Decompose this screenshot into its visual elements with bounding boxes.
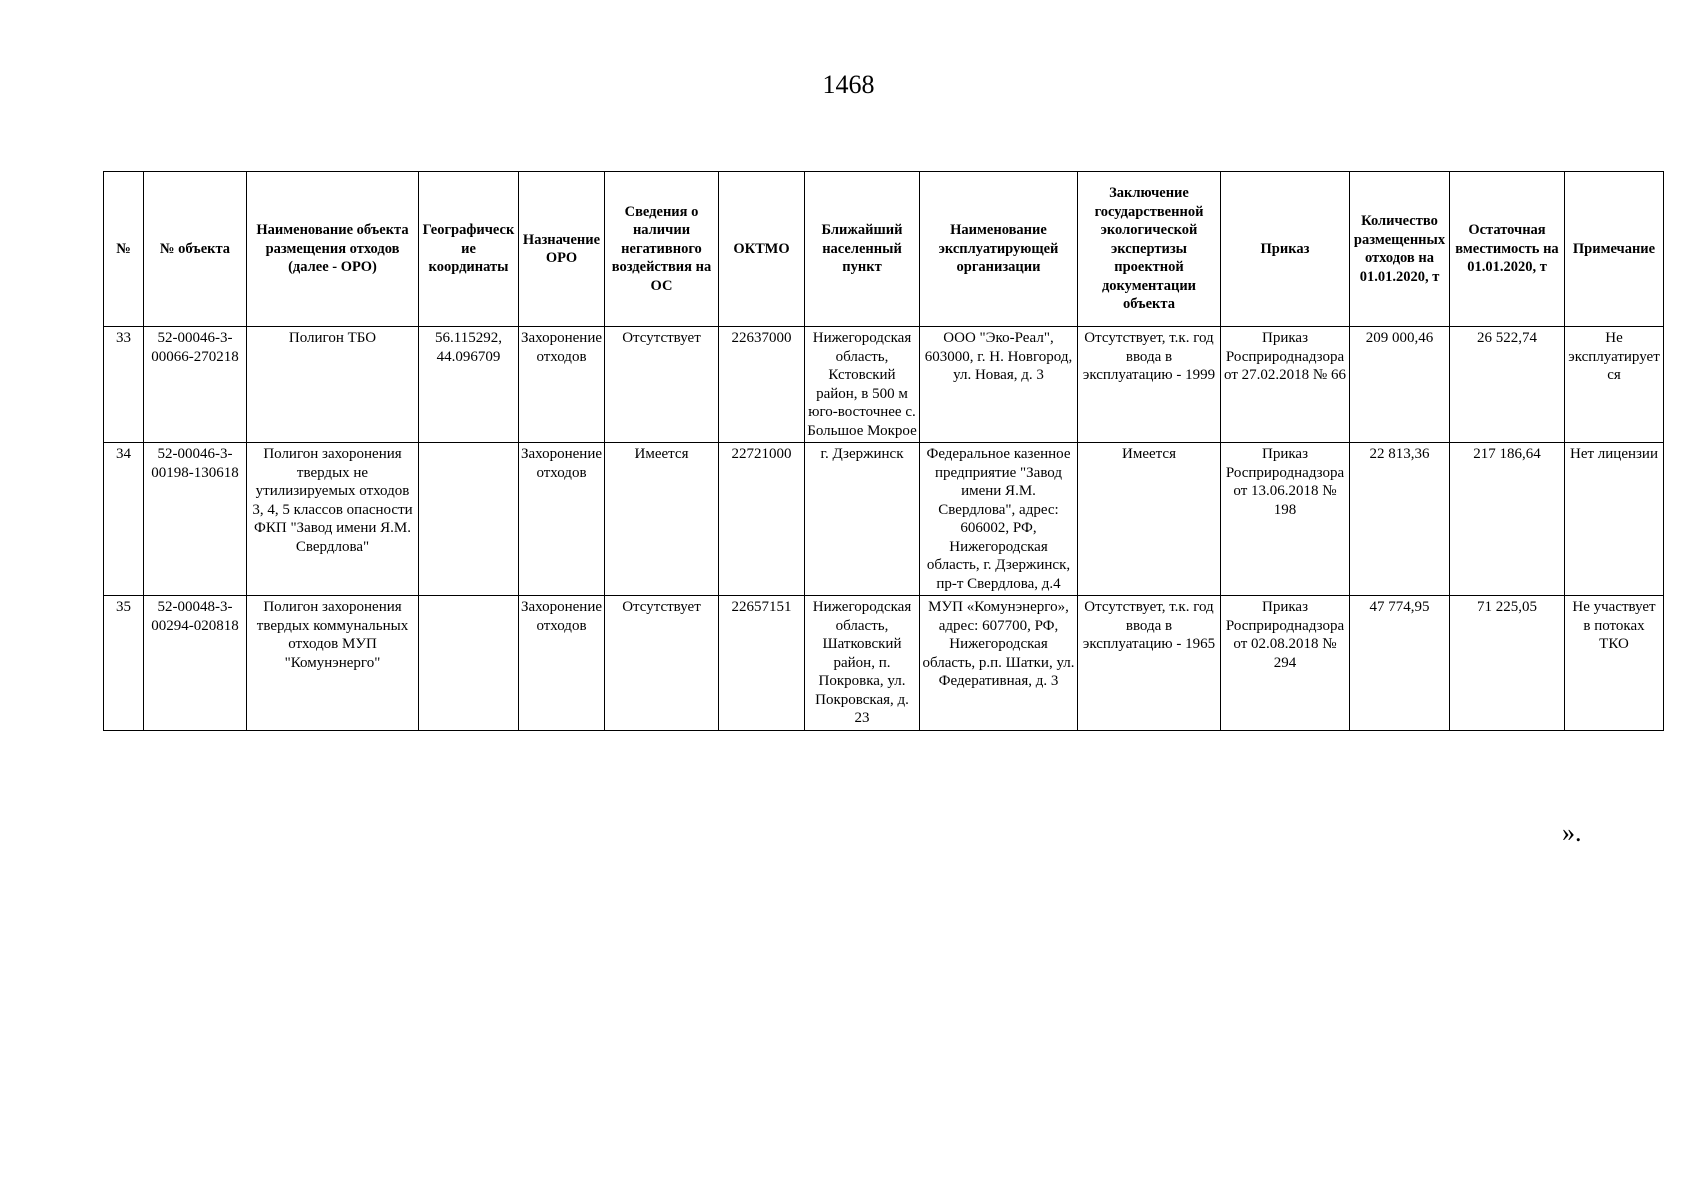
table-row (104, 443, 1664, 596)
cell-remaining-capacity: 71 225,05 (1450, 596, 1565, 731)
col-header-number: № (104, 172, 144, 327)
cell-nearest-settlement: г. Дзержинск (805, 443, 920, 596)
cell-expertise: Имеется (1078, 443, 1221, 596)
cell-purpose: Захоронение отходов (519, 443, 605, 596)
col-header-coordinates: Географические координаты (419, 172, 519, 327)
col-header-negative-impact: Сведения о наличии негативного воздействия на ОС (605, 172, 719, 327)
cell-oktmo: 22721000 (719, 443, 805, 596)
cell-waste-amount: 22 813,36 (1350, 443, 1450, 596)
col-header-operator: Наименование эксплуатирующей организации (920, 172, 1078, 327)
cell-nearest-settlement: Нижегородская область, Кстовский район, в 500 м юго-восточнее с. Большое Мокрое (805, 327, 920, 443)
cell-object-number: 52-00046-3-00198-130618 (144, 443, 247, 596)
cell-oktmo: 22637000 (719, 327, 805, 443)
cell-number: 35 (104, 596, 144, 731)
cell-coordinates (419, 596, 519, 731)
cell-oktmo: 22657151 (719, 596, 805, 731)
col-header-order: Приказ (1221, 172, 1350, 327)
cell-remaining-capacity: 217 186,64 (1450, 443, 1565, 596)
cell-waste-amount: 209 000,46 (1350, 327, 1450, 443)
waste-facilities-table (103, 171, 1664, 731)
col-header-expertise: Заключение государственной экологической экспертизы проектной документации объекта (1078, 172, 1221, 327)
cell-note: Не эксплуатируется (1565, 327, 1664, 443)
col-header-waste-amount: Количество размещенных отходов на 01.01.2020, т (1350, 172, 1450, 327)
page-number: 1468 (822, 70, 875, 99)
cell-order: Приказ Росприроднадзора от 27.02.2018 № 66 (1221, 327, 1350, 443)
col-header-object-number: № объекта (144, 172, 247, 327)
cell-note: Нет лицензии (1565, 443, 1664, 596)
col-header-oktmo: ОКТМО (719, 172, 805, 327)
cell-expertise: Отсутствует, т.к. год ввода в эксплуатацию - 1965 (1078, 596, 1221, 731)
cell-number: 34 (104, 443, 144, 596)
cell-remaining-capacity: 26 522,74 (1450, 327, 1565, 443)
cell-number: 33 (104, 327, 144, 443)
col-header-facility-name: Наименование объекта размещения отходов (далее - ОРО) (247, 172, 419, 327)
cell-order: Приказ Росприроднадзора от 02.08.2018 № 294 (1221, 596, 1350, 731)
col-header-purpose: Назначение ОРО (519, 172, 605, 327)
cell-negative-impact: Отсутствует (605, 596, 719, 731)
cell-object-number: 52-00046-3-00066-270218 (144, 327, 247, 443)
table-row (104, 327, 1664, 443)
cell-purpose: Захоронение отходов (519, 596, 605, 731)
cell-purpose: Захоронение отходов (519, 327, 605, 443)
cell-object-number: 52-00048-3-00294-020818 (144, 596, 247, 731)
cell-coordinates: 56.115292, 44.096709 (419, 327, 519, 443)
cell-operator: Федеральное казенное предприятие "Завод имени Я.М. Свердлова", адрес: 606002, РФ, Нижегородская область, г. Дзержинск, пр-т Свердлова, д.4 (920, 443, 1078, 596)
cell-coordinates (419, 443, 519, 596)
header-row (104, 172, 1664, 327)
closing-quote: ». (1562, 818, 1582, 847)
cell-operator: МУП «Комунэнерго», адрес: 607700, РФ, Нижегородская область, р.п. Шатки, ул. Федеративная, д. 3 (920, 596, 1078, 731)
cell-order: Приказ Росприроднадзора от 13.06.2018 № 198 (1221, 443, 1350, 596)
cell-negative-impact: Имеется (605, 443, 719, 596)
cell-negative-impact: Отсутствует (605, 327, 719, 443)
cell-nearest-settlement: Нижегородская область, Шатковский район, п. Покровка, ул. Покровская, д. 23 (805, 596, 920, 731)
cell-facility-name: Полигон захоронения твердых коммунальных отходов МУП "Комунэнерго" (247, 596, 419, 731)
cell-facility-name: Полигон ТБО (247, 327, 419, 443)
cell-expertise: Отсутствует, т.к. год ввода в эксплуатацию - 1999 (1078, 327, 1221, 443)
col-header-nearest-settlement: Ближайший населенный пункт (805, 172, 920, 327)
cell-facility-name: Полигон захоронения твердых не утилизируемых отходов 3, 4, 5 классов опасности ФКП "Завод имени Я.М. Свердлова" (247, 443, 419, 596)
cell-waste-amount: 47 774,95 (1350, 596, 1450, 731)
table-row (104, 596, 1664, 731)
col-header-remaining-capacity: Остаточная вместимость на 01.01.2020, т (1450, 172, 1565, 327)
cell-operator: ООО "Эко-Реал", 603000, г. Н. Новгород, ул. Новая, д. 3 (920, 327, 1078, 443)
cell-note: Не участвует в потоках ТКО (1565, 596, 1664, 731)
col-header-note: Примечание (1565, 172, 1664, 327)
